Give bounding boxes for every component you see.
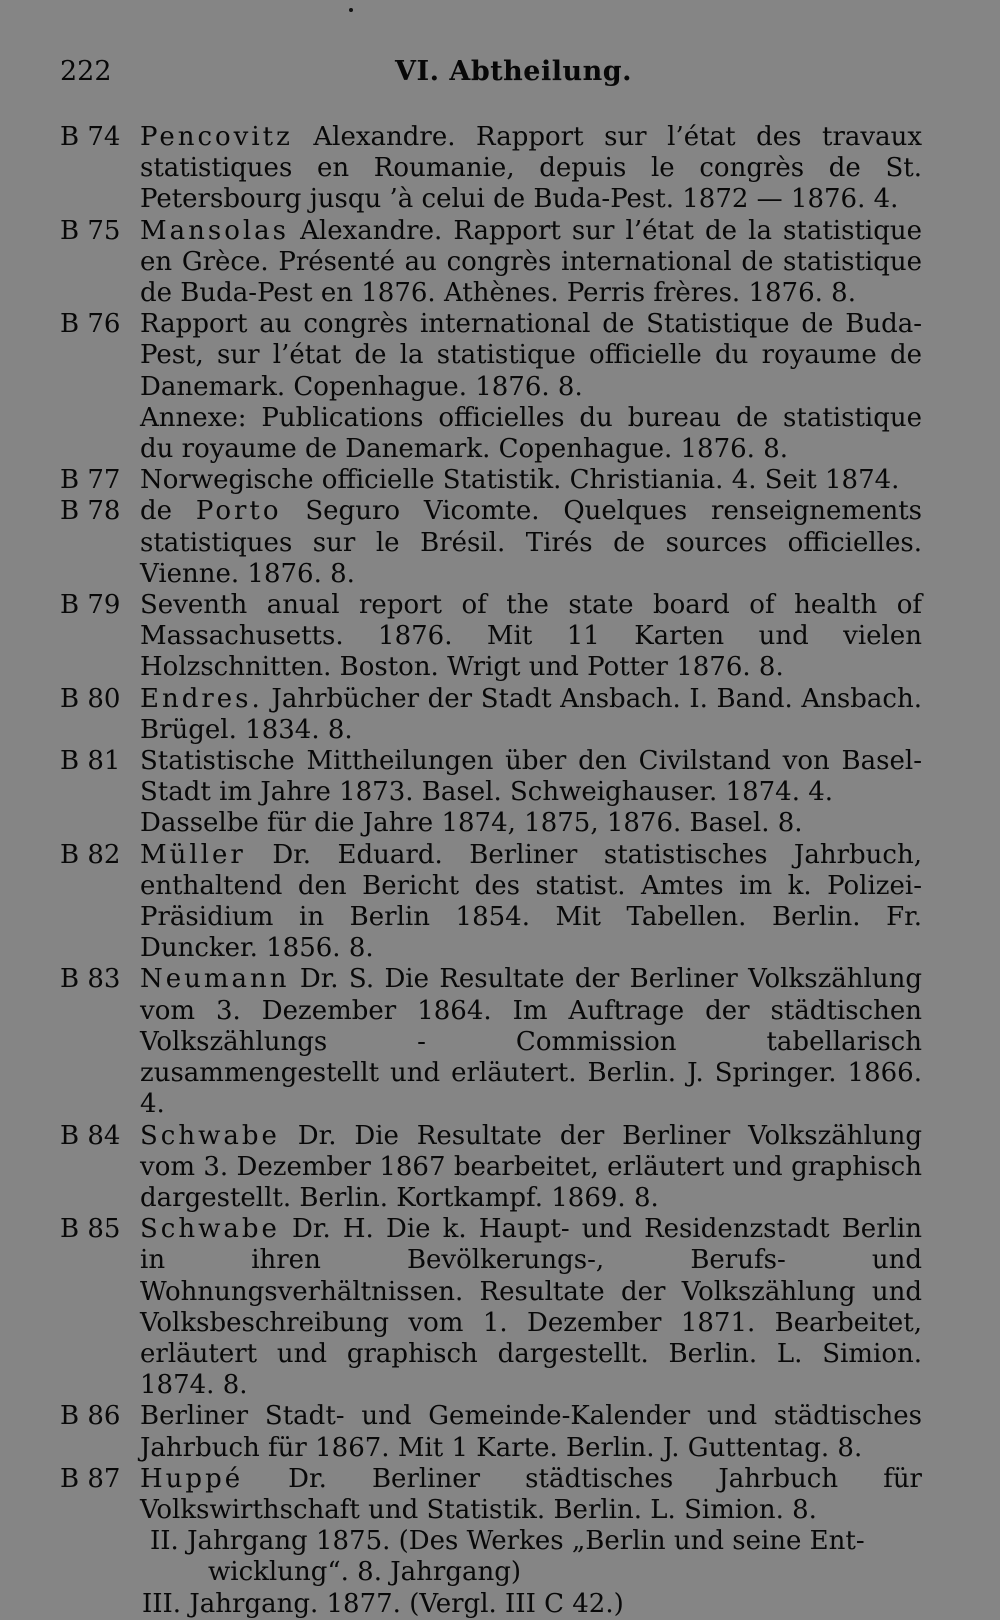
page-number: 222 [60,56,112,87]
entry-b75 [60,216,922,310]
entry-body: Dr. Die Resultate der Berliner Volkszählung vom 3. Dezember 1867 bearbeitet, erläutert und graphisch dargestellt. Berlin. Kortkampf. 1869. 8. [140,1120,922,1213]
volume-ii-continuation: wicklung“. 8. Jahrgang) [208,1557,522,1588]
entry-author: Endres. [140,683,263,714]
entry-body: Dr. Berliner städtisches Jahrbuch für Volkswirthschaft und Statistik. Berlin. L. Simion. 8. [140,1463,922,1525]
entry-author: Huppé [140,1463,244,1494]
entry-author: Pencovitz [140,122,293,152]
entry-text [140,840,922,965]
speck-mark [349,8,353,12]
entry-body: Dr. Eduard. Berliner statistisches Jahrbuch, enthaltend den Bericht des statist. Amtes im k. Polizei-Präsidium in Berlin 1854. Mit Tabellen. Berlin. Fr. Duncker. 1856. 8. [140,839,922,964]
entry-text [140,964,922,1120]
entry-b83 [60,964,922,1120]
entry-body: Alexandre. Rapport sur l’état des travaux statistiques en Roumanie, depuis le congrès de St. Petersbourg jusqu ’à celui de Buda-Pest. 1872 — 1876. 4. [140,122,922,215]
entry-code: B 76 [60,309,121,340]
entry-body: Alexandre. Rapport sur l’état de la statistique en Grèce. Présenté au congrès international de statistique de Buda-Pest en 1876. Athènes. Perris frères. 1876. 8. [140,215,922,309]
entry-b76 [60,309,922,465]
entry-b77 [60,465,922,496]
entry-b78 [60,496,922,590]
bibliography-list [60,122,922,1620]
entry-text [140,1214,922,1401]
entry-code: B 87 [60,1463,121,1494]
entry-code: B 83 [60,964,121,995]
entry-body: Dr. H. Die k. Haupt- und Residenzstadt Berlin in ihren Bevölkerungs-, Berufs- und Wohnungsverhältnissen. Resultate der Volkszählung und Volksbeschreibung vom 1. Dezember 1871. Bearbeitet, erläutert und graphisch dargestellt. Berlin. L. Simion. 1874. 8. [140,1214,922,1401]
entry-b86 [60,1401,922,1463]
entry-code: B 74 [60,122,121,152]
entry-prefix: de [140,496,196,527]
volume-iii: III. Jahrgang. 1877. (Vergl. III C 42.) [142,1588,624,1619]
entry-b84 [60,1121,922,1215]
entry-author: Neumann [140,964,290,995]
entry-code: B 75 [60,215,121,246]
entry-body: Rapport au congrès international de Statistique de Buda-Pest, sur l’état de la statistique officielle du royaume de Danemark. Copenhague. 1876. 8. [140,309,922,402]
entry-code: B 77 [60,465,121,496]
entry-b87 [60,1464,922,1620]
volume-ii-line: II. Jahrgang 1875. (Des Werkes „Berlin und seine Ent- [150,1526,865,1557]
entry-text [140,496,922,590]
entry-author: Schwabe [140,1120,280,1151]
entry-text [140,684,922,746]
entry-author: Schwabe [140,1214,280,1245]
entry-text [140,1464,922,1526]
entry-b85 [60,1214,922,1401]
entry-author: Müller [140,839,246,870]
entry-body: Statistische Mittheilungen über den Civilstand von Basel-Stadt im Jahre 1873. Basel. Schweighauser. 1874. 4. [140,746,922,808]
entry-text [140,216,922,310]
entry-code: B 79 [60,590,121,621]
entry-continuation: Dasselbe für die Jahre 1874, 1875, 1876. Basel. 8. [140,808,803,839]
entry-code: B 78 [60,496,121,527]
entry-body: Seventh anual report of the state board of health of Massachusetts. 1876. Mit 11 Karten und vielen Holzschnitten. Boston. Wrigt und Potter 1876. 8. [140,590,922,683]
entry-code: B 80 [60,683,121,714]
entry-author: Mansolas [140,215,290,246]
entry-b81 [60,746,922,840]
entry-author: Porto [195,496,282,527]
entry-code: B 86 [60,1401,121,1432]
section-title: VI. Abtheilung. [395,56,633,87]
entry-b82 [60,840,922,965]
entry-body: Jahrbücher der Stadt Ansbach. I. Band. Ansbach. Brügel. 1834. 8. [140,683,922,745]
entry-annex: Annexe: Publications officielles du bureau de statistique du royaume de Danemark. Copenhague. 1876. 8. [140,402,922,465]
entry-code: B 82 [60,839,121,870]
entry-body: Dr. S. Die Resultate der Berliner Volkszählung vom 3. Dezember 1864. Im Auftrage der städtischen Volkszählungs - Commission tabellarisch zusammengestellt und erläutert. Berlin. J. Springer. 1866. 4. [140,964,922,1120]
volume-ii [140,1526,922,1588]
page-header [0,52,1000,92]
entry-body: Berliner Stadt- und Gemeinde-Kalender und städtisches Jahrbuch für 1867. Mit 1 Karte. Berlin. J. Guttentag. 8. [140,1401,922,1463]
entry-text [140,1121,922,1215]
entry-b80 [60,684,922,746]
entry-b74 [60,122,922,216]
entry-code: B 81 [60,746,121,777]
entry-text [140,122,922,216]
entry-code: B 84 [60,1120,121,1151]
entry-body: Norwegische officielle Statistik. Christiania. 4. Seit 1874. [140,465,900,496]
entry-code: B 85 [60,1214,121,1245]
entry-b79 [60,590,922,684]
entry-body: Seguro Vicomte. Quelques renseignements statistiques sur le Brésil. Tirés de sources officielles. Vienne. 1876. 8. [140,496,923,589]
